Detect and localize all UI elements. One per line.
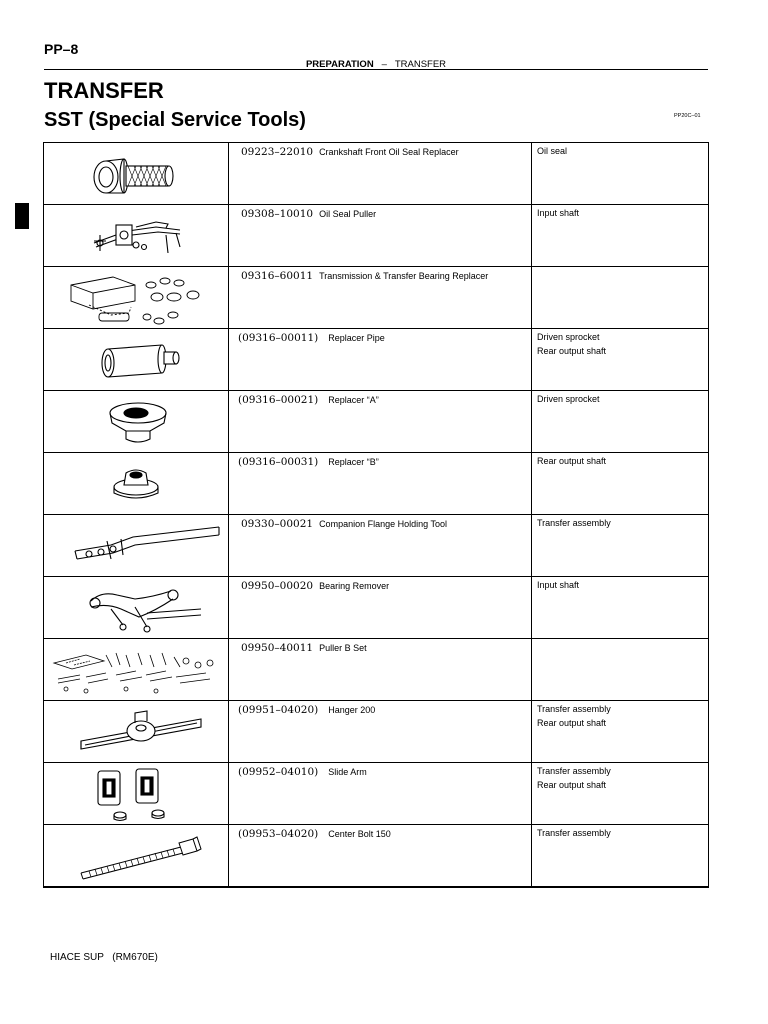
part-name: Replacer “B”: [328, 457, 379, 467]
part-name: Slide Arm: [328, 767, 367, 777]
bearing-replacer-set-icon: [61, 267, 211, 327]
part-number: (09316–00031): [238, 456, 319, 468]
replacer-a-icon: [76, 391, 196, 451]
part-cell: [229, 329, 532, 391]
usage-text: Transfer assembly: [537, 518, 611, 528]
bearing-remover-icon: [61, 577, 211, 637]
replacer-pipe-icon: [76, 329, 196, 389]
part-cell: [229, 763, 532, 825]
usage-text: Rear output shaft: [537, 779, 607, 790]
part-cell: [229, 639, 532, 701]
part-name: Replacer Pipe: [328, 333, 385, 343]
usage-text: Driven sprocket: [537, 394, 600, 404]
section-dash: –: [381, 59, 387, 70]
tool-illustration-cell: [44, 763, 229, 825]
table-row: [44, 143, 709, 205]
puller-b-set-icon: [46, 639, 226, 699]
tool-illustration-cell: [44, 329, 229, 391]
part-name: Oil Seal Puller: [319, 209, 377, 219]
part-number: 09330–00021: [241, 518, 314, 530]
usage-cell: [532, 329, 709, 391]
margin-index-tab: [15, 203, 29, 229]
table-row: [44, 329, 709, 391]
tool-illustration-cell: [44, 205, 229, 267]
part-name: Hanger 200: [328, 705, 376, 715]
section-header: [44, 59, 708, 70]
center-bolt-icon: [61, 825, 211, 885]
part-number: (09953–04020): [238, 828, 319, 840]
usage-cell: [532, 391, 709, 453]
tool-illustration-cell: [44, 639, 229, 701]
usage-text: Input shaft: [537, 208, 580, 218]
part-number: 09316–60011: [241, 270, 314, 282]
part-cell: [229, 267, 532, 329]
footer: [50, 952, 158, 963]
oil-seal-puller-icon: [76, 205, 196, 265]
page-title: TRANSFER: [44, 78, 164, 103]
table-row: [44, 825, 709, 888]
usage-cell: [532, 639, 709, 701]
usage-text: Oil seal: [537, 146, 568, 156]
table-row: [44, 267, 709, 329]
footer-code: (RM670E): [112, 952, 158, 963]
table-row: [44, 577, 709, 639]
part-name: Crankshaft Front Oil Seal Replacer: [319, 147, 459, 157]
usage-cell: [532, 267, 709, 329]
flange-holding-tool-icon: [51, 515, 221, 575]
usage-text: Rear output shaft: [537, 345, 607, 356]
usage-cell: [532, 763, 709, 825]
part-name: Puller B Set: [319, 643, 367, 653]
table-row: [44, 515, 709, 577]
hanger-icon: [51, 701, 221, 761]
tool-illustration-cell: [44, 267, 229, 329]
usage-text: Input shaft: [537, 580, 580, 590]
part-number: (09952–04010): [238, 766, 319, 778]
part-name: Replacer “A”: [328, 395, 379, 405]
part-cell: [229, 701, 532, 763]
part-cell: [229, 205, 532, 267]
part-name: Transmission & Transfer Bearing Replacer: [319, 271, 489, 281]
table-row: [44, 701, 709, 763]
section-name: PREPARATION: [305, 59, 374, 70]
tool-illustration-cell: [44, 577, 229, 639]
tool-illustration-cell: [44, 143, 229, 205]
usage-cell: [532, 143, 709, 205]
part-number: 09950–00020: [241, 580, 314, 592]
usage-cell: [532, 453, 709, 515]
usage-text: Rear output shaft: [537, 717, 607, 728]
document-code: PP20C–01: [674, 113, 701, 119]
usage-text: Transfer assembly: [537, 828, 611, 838]
table-row: [44, 453, 709, 515]
usage-text: Rear output shaft: [537, 456, 607, 466]
sst-table: [43, 142, 709, 888]
usage-cell: [532, 205, 709, 267]
usage-cell: [532, 515, 709, 577]
seal-replacer-icon: [76, 143, 196, 203]
usage-cell: [532, 825, 709, 888]
part-cell: [229, 825, 532, 888]
table-row: [44, 639, 709, 701]
page-number: PP–8: [44, 41, 79, 57]
part-number: 09223–22010: [241, 146, 314, 158]
tool-illustration-cell: [44, 825, 229, 888]
part-name: Bearing Remover: [319, 581, 390, 591]
usage-cell: [532, 577, 709, 639]
replacer-b-icon: [76, 453, 196, 513]
part-number: (09316–00011): [238, 332, 319, 344]
slide-arm-icon: [76, 763, 196, 823]
part-number: 09950–40011: [241, 642, 314, 654]
part-name: Companion Flange Holding Tool: [319, 519, 447, 529]
table-row: [44, 391, 709, 453]
part-cell: [229, 391, 532, 453]
tool-illustration-cell: [44, 391, 229, 453]
usage-text: Transfer assembly: [537, 704, 611, 714]
part-cell: [229, 515, 532, 577]
usage-text: Transfer assembly: [537, 766, 611, 776]
part-number: (09951–04020): [238, 704, 319, 716]
table-row: [44, 205, 709, 267]
part-cell: [229, 577, 532, 639]
table-row: [44, 763, 709, 825]
part-cell: [229, 143, 532, 205]
usage-cell: [532, 701, 709, 763]
part-cell: [229, 453, 532, 515]
section-subsection: TRANSFER: [394, 59, 447, 70]
footer-model: HIACE SUP: [50, 952, 104, 963]
part-number: (09316–00021): [238, 394, 319, 406]
tool-illustration-cell: [44, 515, 229, 577]
page-subtitle: SST (Special Service Tools): [44, 109, 306, 131]
part-number: 09308–10010: [241, 208, 314, 220]
part-name: Center Bolt 150: [328, 829, 391, 839]
tool-illustration-cell: [44, 701, 229, 763]
tool-illustration-cell: [44, 453, 229, 515]
usage-text: Driven sprocket: [537, 332, 600, 342]
